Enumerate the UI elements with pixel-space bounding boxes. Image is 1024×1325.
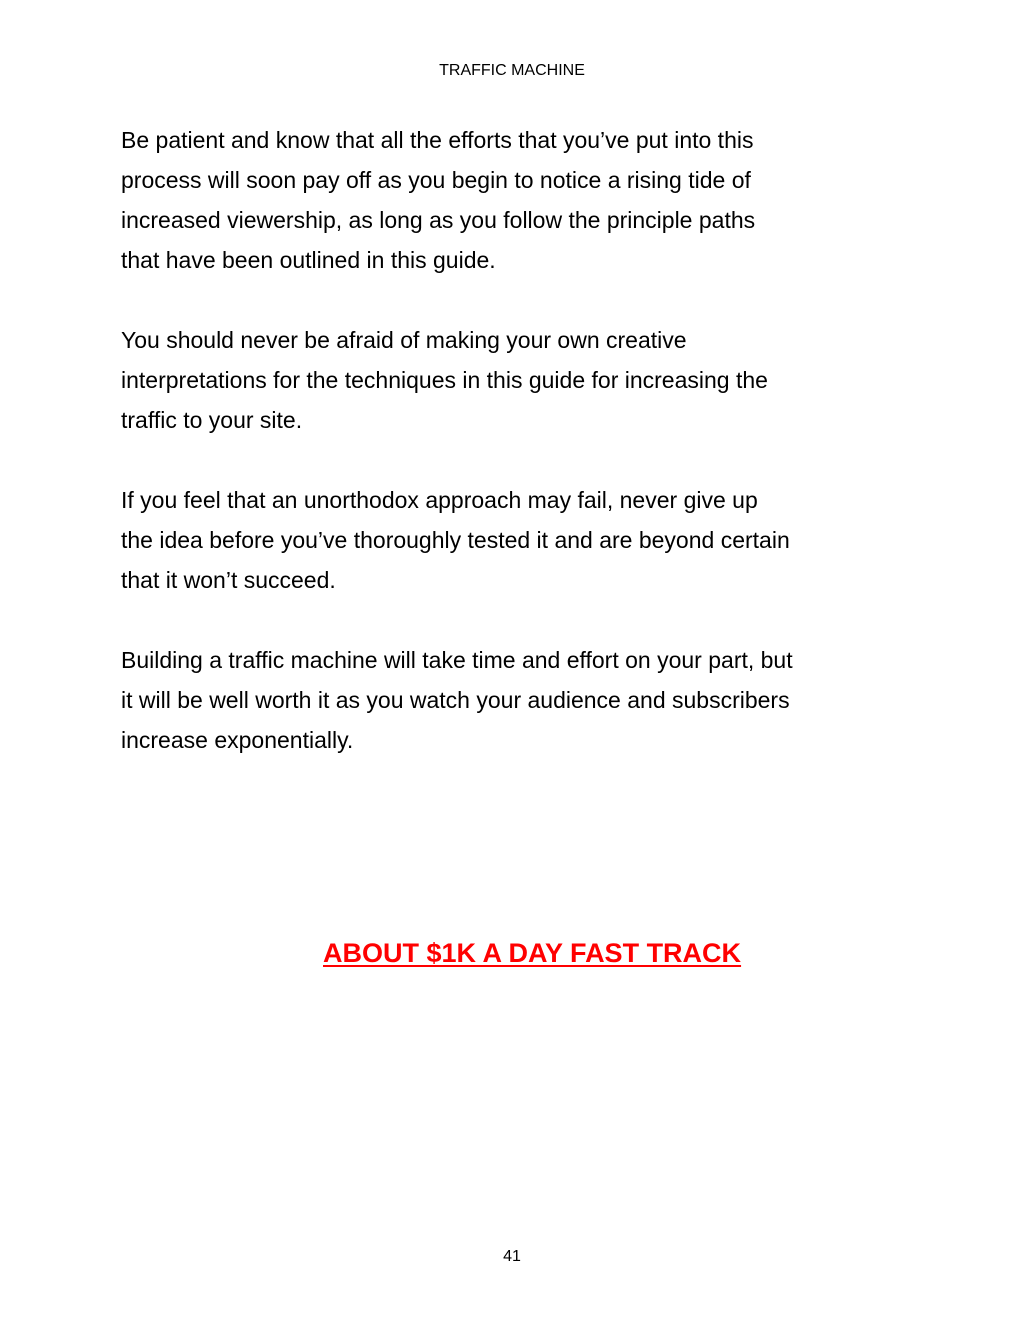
running-header: TRAFFIC MACHINE [439, 62, 585, 79]
text-line: Building a traffic machine will take time and effort on your part, but [121, 647, 793, 673]
text-line: that it won’t succeed. [121, 567, 336, 593]
text-line: You should never be afraid of making your own creative [121, 327, 687, 353]
text-line: Be patient and know that all the efforts that you’ve put into this [121, 127, 754, 153]
text-line: If you feel that an unorthodox approach may fail, never give up [121, 487, 758, 513]
paragraph-testing [121, 480, 921, 600]
text-line: increase exponentially. [121, 727, 354, 753]
paragraph-creativity [121, 320, 921, 440]
text-line: traffic to your site. [121, 407, 303, 433]
text-line: increased viewership, as long as you follow the principle paths [121, 207, 756, 233]
body-text [121, 120, 921, 800]
text-line: that have been outlined in this guide. [121, 247, 496, 273]
text-line: process will soon pay off as you begin to notice a rising tide of [121, 167, 751, 193]
text-line: it will be well worth it as you watch your audience and subscribers [121, 687, 790, 713]
page-number: 41 [503, 1248, 521, 1265]
fast-track-link[interactable]: ABOUT $1K A DAY FAST TRACK [323, 938, 742, 968]
paragraph-building [121, 640, 921, 760]
paragraph-patience [121, 120, 921, 280]
text-line: the idea before you’ve thoroughly tested it and are beyond certain [121, 527, 790, 553]
text-line: interpretations for the techniques in this guide for increasing the [121, 367, 768, 393]
